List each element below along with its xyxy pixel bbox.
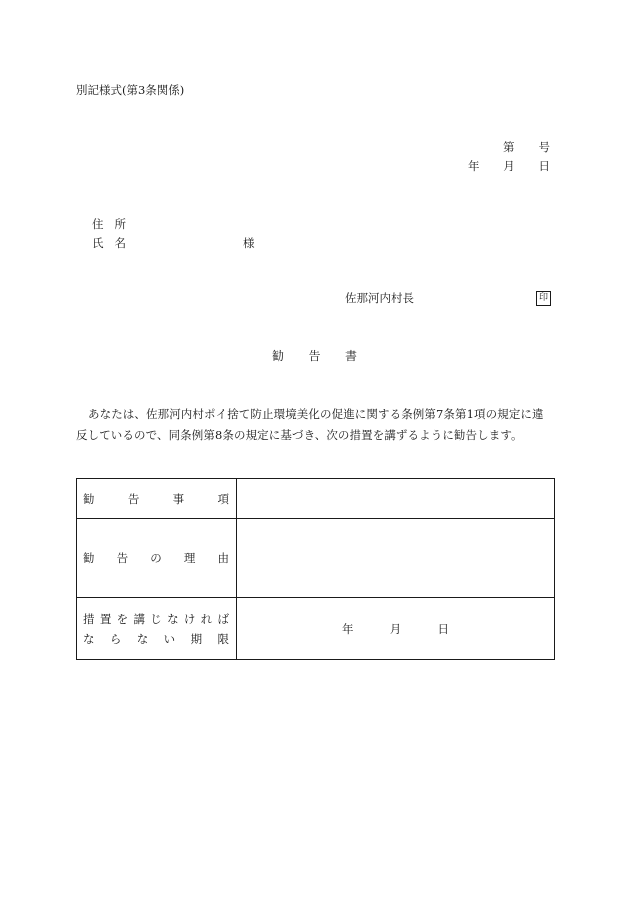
label-char: な [136, 632, 149, 646]
recommendation-table [76, 478, 555, 660]
date-day: 日 [538, 159, 550, 173]
title-char: 書 [344, 349, 357, 363]
deadline-cell [237, 598, 554, 660]
table-row [77, 598, 554, 660]
row-label [77, 519, 237, 597]
deadline-date [342, 621, 449, 637]
label-char: れ [200, 612, 213, 626]
label-char: の [150, 551, 162, 565]
row-label [77, 598, 237, 660]
recommendation-items-cell [237, 479, 554, 518]
issuer-name: 佐那河内村長 [345, 291, 414, 305]
label-char: い [163, 632, 176, 646]
label-char: け [183, 612, 196, 626]
label-char: 告 [127, 491, 140, 506]
body-text: あなたは、佐那河内村ポイ捨て防止環境美化の促進に関する条例第7条第1項の規定に違反しているので、同条例第8条の規定に基づき、次の措置を講ずるように勧告します。 [76, 407, 544, 442]
label-char: 項 [217, 491, 229, 506]
name-label-char: 氏 [92, 236, 104, 250]
document-number [503, 141, 550, 155]
label-char: じ [150, 612, 162, 626]
form-reference: 別記様式(第3条関係) [76, 83, 185, 97]
title-char: 告 [308, 349, 321, 363]
deadline-month: 月 [389, 622, 402, 636]
label-char: な [167, 612, 179, 626]
label-char: 由 [217, 551, 229, 565]
deadline-year: 年 [342, 622, 354, 636]
name-label-char: 名 [114, 236, 126, 250]
recommendation-reason-cell [237, 519, 554, 597]
document-title [272, 349, 357, 363]
label-char: 措 [83, 612, 95, 626]
label-char: 期 [190, 632, 203, 646]
row-label [77, 479, 237, 518]
number-prefix: 第 [503, 140, 515, 154]
table-row [77, 479, 554, 519]
date-month: 月 [503, 159, 515, 173]
address-label [92, 218, 126, 232]
address-label-char: 住 [92, 217, 104, 231]
label-char: 勧 [83, 491, 95, 506]
address-label-char: 所 [114, 217, 126, 231]
deadline-day: 日 [437, 622, 449, 636]
label-char: を [116, 612, 129, 626]
label-char: 置 [99, 612, 112, 626]
title-char: 勧 [272, 349, 285, 363]
number-suffix: 号 [538, 140, 550, 154]
honorific: 様 [243, 236, 255, 250]
label-char: 理 [183, 551, 196, 565]
table-row [77, 519, 554, 598]
label-char: 勧 [83, 551, 95, 565]
label-char: ら [109, 632, 122, 646]
seal-mark: 印 [536, 291, 551, 306]
date-year: 年 [468, 159, 480, 173]
label-char: な [83, 632, 95, 646]
label-char: 事 [172, 491, 185, 506]
label-char: 限 [217, 632, 229, 646]
label-char: 講 [133, 612, 145, 626]
name-label [92, 237, 126, 251]
document-date [468, 160, 550, 174]
label-char: ば [217, 612, 229, 626]
label-char: 告 [116, 551, 129, 565]
